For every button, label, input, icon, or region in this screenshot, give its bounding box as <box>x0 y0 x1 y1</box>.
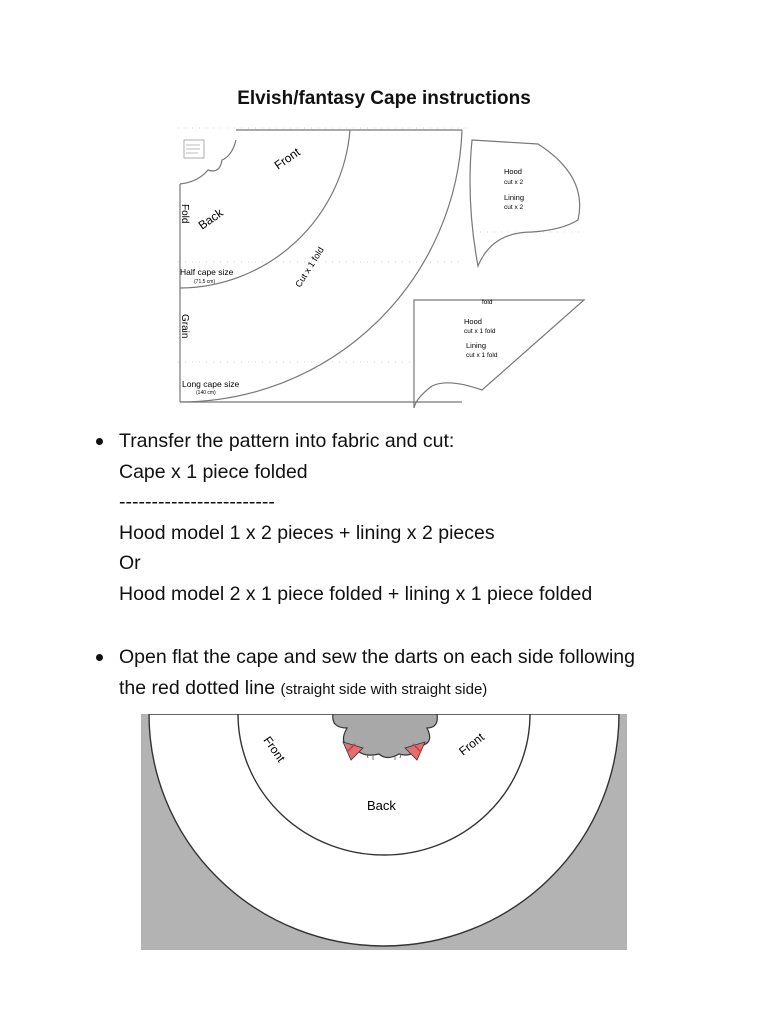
hood1-label: Hood <box>504 167 522 176</box>
hood1-cut: cut x 2 <box>504 179 524 186</box>
label-long-cape: Long cape size <box>182 379 240 389</box>
label-front-right: Front <box>456 730 487 759</box>
hood1-lining: Lining <box>504 193 525 202</box>
hood-model-2 <box>414 300 584 408</box>
hood2-lining: Lining <box>466 341 487 350</box>
cape-flat-diagram <box>141 714 627 950</box>
cape-outline <box>180 130 462 402</box>
hood2-lining-cut: cut x 1 fold <box>466 352 498 359</box>
label-half-cape-size: (71,5 cm) <box>194 279 216 285</box>
instruction-darts <box>96 642 756 705</box>
bullet-icon <box>96 438 103 445</box>
label-cut-fold: Cut x 1 fold <box>293 245 326 290</box>
page-title: Elvish/fantasy Cape instructions <box>237 88 531 109</box>
label-back: Back <box>195 205 226 233</box>
hood2-cut: cut x 1 fold <box>464 328 496 335</box>
guide-marks <box>178 128 580 362</box>
instruction-note: (straight side with straight side) <box>280 680 488 698</box>
bullet-icon <box>96 654 103 661</box>
hood1-lining-cut: cut x 2 <box>504 204 524 211</box>
hood2-label: Hood <box>464 317 482 326</box>
label-grain: Grain <box>179 314 190 339</box>
instruction-line: Transfer the pattern into fabric and cut: <box>119 430 455 452</box>
label-half-cape: Half cape size <box>180 267 234 277</box>
instruction-line: Cape x 1 piece folded <box>119 460 308 483</box>
instruction-line: Hood model 2 x 1 piece folded + lining x 1 piece folded <box>119 582 593 605</box>
cape-pattern-diagram <box>170 122 600 414</box>
label-front-left: Front <box>260 733 289 765</box>
instruction-line: Open flat the cape and sew the darts on each side following <box>119 646 635 668</box>
label-front: Front <box>271 144 303 173</box>
instruction-line <box>119 673 756 706</box>
instruction-list <box>96 426 756 705</box>
instruction-cut <box>96 426 756 609</box>
instruction-line: Or <box>119 552 141 574</box>
label-back-bottom: Back <box>367 798 396 813</box>
instruction-line: Hood model 1 x 2 pieces + lining x 2 pieces <box>119 521 495 544</box>
label-fold: Fold <box>179 204 190 224</box>
label-long-cape-size: (140 cm) <box>196 390 216 396</box>
hood2-fold: fold <box>482 299 493 306</box>
hood-model-1 <box>470 140 580 266</box>
instruction-text: the red dotted line <box>119 676 276 699</box>
separator-line: ------------------------ <box>119 491 275 513</box>
